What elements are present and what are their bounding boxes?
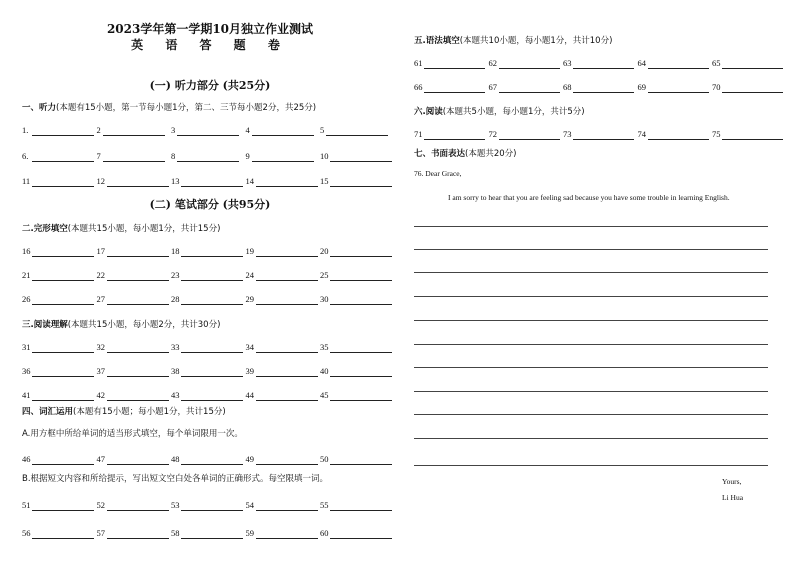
- answer-line: [330, 304, 392, 305]
- answer-blank[interactable]: [414, 57, 489, 69]
- question-number: 8: [171, 151, 176, 161]
- answer-line: [648, 92, 709, 93]
- answer-blank[interactable]: [489, 128, 564, 140]
- question-number: 3: [171, 125, 176, 135]
- answer-blank[interactable]: [97, 389, 172, 401]
- answer-blank[interactable]: [320, 365, 395, 377]
- answer-row: [22, 293, 395, 305]
- answer-line: [424, 139, 485, 140]
- answer-line: [103, 161, 165, 162]
- answer-blank[interactable]: [246, 527, 321, 539]
- writing-line[interactable]: [414, 226, 768, 227]
- answer-line: [107, 186, 169, 187]
- question-number: 67: [488, 82, 497, 92]
- answer-blank[interactable]: [320, 245, 395, 257]
- writing-line[interactable]: [414, 367, 768, 368]
- answer-line: [107, 256, 169, 257]
- answer-blank[interactable]: [171, 341, 246, 353]
- question-number: 70: [712, 82, 721, 92]
- answer-blank[interactable]: [320, 453, 395, 465]
- answer-line: [424, 92, 485, 93]
- answer-line: [181, 256, 243, 257]
- question-number: 65: [712, 58, 721, 68]
- answer-blank[interactable]: [22, 293, 97, 305]
- question-number: 15: [320, 176, 329, 186]
- reading2-heading: [414, 105, 585, 117]
- question-number: 73: [563, 129, 572, 139]
- answer-line: [181, 304, 243, 305]
- writing-line[interactable]: [414, 272, 768, 273]
- answer-line: [256, 464, 318, 465]
- answer-line: [177, 161, 239, 162]
- grammar-heading: [414, 34, 612, 46]
- answer-line: [499, 68, 560, 69]
- question-number: 2: [96, 125, 101, 135]
- answer-blank[interactable]: [97, 527, 172, 539]
- answer-line: [573, 68, 634, 69]
- answer-line: [177, 135, 239, 136]
- answer-line: [256, 400, 318, 401]
- question-number: 56: [22, 528, 31, 538]
- question-number: 39: [245, 366, 254, 376]
- question-number: 49: [245, 454, 254, 464]
- answer-blank[interactable]: [97, 175, 172, 187]
- answer-blank[interactable]: [712, 81, 787, 93]
- reading-heading: [22, 318, 220, 330]
- section-note: (本题共15小题，每小题1分，共计15分): [67, 224, 221, 234]
- answer-line: [32, 538, 94, 539]
- letter-closing: Yours,: [722, 477, 742, 486]
- answer-row: [414, 57, 787, 69]
- question-number: 74: [637, 129, 646, 139]
- question-number: 34: [245, 342, 254, 352]
- answer-line: [181, 352, 243, 353]
- question-number: 75: [712, 129, 721, 139]
- answer-line: [722, 68, 783, 69]
- question-number: 26: [22, 294, 31, 304]
- answer-blank[interactable]: [246, 175, 321, 187]
- answer-blank[interactable]: [320, 499, 395, 511]
- writing-line[interactable]: [414, 249, 768, 250]
- question-number: 19: [245, 246, 254, 256]
- question-number: 13: [171, 176, 180, 186]
- writing-line[interactable]: [414, 391, 768, 392]
- answer-blank[interactable]: [171, 499, 246, 511]
- answer-line: [330, 161, 392, 162]
- section-title: 七、书面表达: [414, 149, 466, 159]
- question-number: 57: [96, 528, 105, 538]
- answer-line: [181, 186, 243, 187]
- question-number: 10: [320, 151, 329, 161]
- writing-line[interactable]: [414, 414, 768, 415]
- question-number: 41: [22, 390, 31, 400]
- answer-blank[interactable]: [320, 389, 395, 401]
- exam-title: 2023学年第一学期10月独立作业测试: [106, 22, 314, 36]
- answer-line: [32, 376, 94, 377]
- question-number: 47: [96, 454, 105, 464]
- answer-row: [22, 341, 395, 353]
- answer-line: [32, 510, 94, 511]
- answer-line: [107, 352, 169, 353]
- answer-blank[interactable]: [171, 365, 246, 377]
- answer-blank[interactable]: [246, 389, 321, 401]
- answer-line: [499, 139, 560, 140]
- answer-blank[interactable]: [22, 124, 97, 136]
- writing-line[interactable]: [414, 320, 768, 321]
- question-number: 52: [96, 500, 105, 510]
- section-note: (本题共10小题，每小题1分，共计10分): [459, 36, 613, 46]
- answer-blank[interactable]: [712, 57, 787, 69]
- answer-blank[interactable]: [320, 269, 395, 281]
- question-number: 27: [96, 294, 105, 304]
- answer-blank[interactable]: [638, 81, 713, 93]
- answer-line: [330, 538, 392, 539]
- question-number: 24: [245, 270, 254, 280]
- answer-line: [330, 352, 392, 353]
- answer-line: [648, 68, 709, 69]
- question-number: 46: [22, 454, 31, 464]
- letter-greeting: 76. Dear Grace,: [414, 169, 462, 178]
- answer-blank[interactable]: [712, 128, 787, 140]
- answer-line: [256, 352, 318, 353]
- question-number: 62: [488, 58, 497, 68]
- answer-blank[interactable]: [97, 124, 172, 136]
- question-number: 31: [22, 342, 31, 352]
- question-number: 28: [171, 294, 180, 304]
- answer-row: [22, 389, 395, 401]
- answer-blank[interactable]: [22, 269, 97, 281]
- answer-blank[interactable]: [320, 124, 395, 136]
- answer-line: [181, 376, 243, 377]
- answer-line: [181, 538, 243, 539]
- answer-blank[interactable]: [97, 499, 172, 511]
- answer-line: [107, 400, 169, 401]
- answer-row: [22, 124, 395, 136]
- question-number: 42: [96, 390, 105, 400]
- answer-line: [330, 400, 392, 401]
- answer-line: [32, 256, 94, 257]
- question-number: 18: [171, 246, 180, 256]
- answer-line: [256, 376, 318, 377]
- answer-line: [256, 256, 318, 257]
- answer-line: [107, 464, 169, 465]
- answer-line: [330, 256, 392, 257]
- answer-line: [107, 538, 169, 539]
- answer-line: [181, 400, 243, 401]
- answer-blank[interactable]: [246, 365, 321, 377]
- answer-blank[interactable]: [171, 293, 246, 305]
- answer-line: [32, 135, 94, 136]
- section-note: (本题共20分): [465, 149, 517, 159]
- answer-line: [107, 304, 169, 305]
- question-number: 4: [245, 125, 250, 135]
- answer-blank[interactable]: [171, 124, 246, 136]
- question-number: 63: [563, 58, 572, 68]
- answer-blank[interactable]: [97, 341, 172, 353]
- answer-row: [22, 365, 395, 377]
- answer-blank[interactable]: [171, 389, 246, 401]
- question-number: 71: [414, 129, 423, 139]
- answer-blank[interactable]: [22, 365, 97, 377]
- question-number: 53: [171, 500, 180, 510]
- answer-line: [181, 510, 243, 511]
- answer-line: [330, 280, 392, 281]
- answer-line: [722, 139, 783, 140]
- answer-line: [330, 186, 392, 187]
- answer-row: [22, 175, 395, 187]
- cloze-heading: [22, 222, 220, 234]
- vocab-part-b: B.根据短文内容和所给提示，写出短文空白处各单词的正确形式。每空限填一词。: [22, 474, 329, 484]
- question-number: 16: [22, 246, 31, 256]
- vocab-part-a: A.用方框中所给单词的适当形式填空，每个单词限用一次。: [22, 429, 243, 439]
- answer-blank[interactable]: [638, 57, 713, 69]
- question-number: 20: [320, 246, 329, 256]
- answer-line: [32, 400, 94, 401]
- answer-line: [573, 139, 634, 140]
- answer-blank[interactable]: [563, 128, 638, 140]
- answer-blank[interactable]: [489, 57, 564, 69]
- answer-blank[interactable]: [246, 293, 321, 305]
- answer-line: [722, 92, 783, 93]
- answer-line: [424, 68, 485, 69]
- section-note: (本题有15小题，第一节每小题1分，第二、三节每小题2分，共25分): [56, 103, 317, 113]
- answer-row: [22, 150, 395, 162]
- answer-blank[interactable]: [320, 527, 395, 539]
- writing-line[interactable]: [414, 296, 768, 297]
- question-number: 21: [22, 270, 31, 280]
- answer-blank[interactable]: [22, 150, 97, 162]
- question-number: 69: [637, 82, 646, 92]
- question-number: 72: [488, 129, 497, 139]
- letter-first-line: I am sorry to hear that you are feeling sad because you have some trouble in learning English.: [448, 193, 730, 202]
- answer-line: [107, 280, 169, 281]
- answer-line: [32, 280, 94, 281]
- answer-blank[interactable]: [563, 57, 638, 69]
- question-number: 17: [96, 246, 105, 256]
- question-number: 29: [245, 294, 254, 304]
- answer-row: [22, 269, 395, 281]
- answer-blank[interactable]: [22, 341, 97, 353]
- answer-line: [103, 135, 165, 136]
- writing-heading: [414, 147, 516, 159]
- answer-line: [32, 161, 94, 162]
- answer-blank[interactable]: [97, 453, 172, 465]
- answer-blank[interactable]: [414, 81, 489, 93]
- answer-blank[interactable]: [171, 453, 246, 465]
- section-note: (本题共15小题，每小题2分，共计30分): [67, 320, 221, 330]
- question-number: 5: [320, 125, 325, 135]
- answer-line: [252, 161, 314, 162]
- question-number: 55: [320, 500, 329, 510]
- answer-blank[interactable]: [246, 245, 321, 257]
- answer-blank[interactable]: [320, 293, 395, 305]
- answer-blank[interactable]: [22, 499, 97, 511]
- section-title: 六.阅读: [414, 107, 443, 117]
- question-number: 12: [96, 176, 105, 186]
- answer-blank[interactable]: [22, 175, 97, 187]
- answer-line: [32, 352, 94, 353]
- answer-row: [22, 245, 395, 257]
- answer-line: [256, 538, 318, 539]
- section-title: 五.语法填空: [414, 36, 460, 46]
- question-number: 6.: [22, 151, 29, 161]
- question-number: 25: [320, 270, 329, 280]
- question-number: 1.: [22, 125, 29, 135]
- question-number: 44: [245, 390, 254, 400]
- question-number: 68: [563, 82, 572, 92]
- question-number: 22: [96, 270, 105, 280]
- answer-line: [107, 376, 169, 377]
- answer-line: [256, 304, 318, 305]
- answer-line: [330, 464, 392, 465]
- answer-blank[interactable]: [22, 453, 97, 465]
- answer-line: [499, 92, 560, 93]
- section-title: 四、词汇运用: [22, 407, 74, 417]
- answer-row: [22, 527, 395, 539]
- answer-line: [256, 280, 318, 281]
- exam-subtitle: 英 语 答 题 卷: [131, 38, 289, 52]
- answer-blank[interactable]: [246, 453, 321, 465]
- answer-line: [107, 510, 169, 511]
- question-number: 36: [22, 366, 31, 376]
- section-title: 一、听力: [22, 103, 57, 113]
- answer-line: [252, 135, 314, 136]
- question-number: 45: [320, 390, 329, 400]
- question-number: 35: [320, 342, 329, 352]
- section-note: (本题共5小题，每小题1分，共计5分): [442, 107, 585, 117]
- answer-blank[interactable]: [97, 365, 172, 377]
- answer-blank[interactable]: [563, 81, 638, 93]
- answer-blank[interactable]: [22, 527, 97, 539]
- answer-blank[interactable]: [171, 175, 246, 187]
- answer-line: [181, 280, 243, 281]
- answer-blank[interactable]: [97, 269, 172, 281]
- answer-blank[interactable]: [97, 293, 172, 305]
- question-number: 61: [414, 58, 423, 68]
- answer-blank[interactable]: [171, 527, 246, 539]
- answer-blank[interactable]: [246, 499, 321, 511]
- writing-line[interactable]: [414, 465, 768, 466]
- part-written-title: (二) 笔试部分 (共95分): [149, 198, 271, 211]
- answer-line: [573, 92, 634, 93]
- answer-blank[interactable]: [320, 341, 395, 353]
- answer-blank[interactable]: [246, 341, 321, 353]
- answer-blank[interactable]: [414, 128, 489, 140]
- question-number: 7: [96, 151, 101, 161]
- answer-line: [256, 186, 318, 187]
- question-number: 37: [96, 366, 105, 376]
- listening-heading: [22, 101, 316, 113]
- question-number: 66: [414, 82, 423, 92]
- question-number: 43: [171, 390, 180, 400]
- question-number: 23: [171, 270, 180, 280]
- question-number: 38: [171, 366, 180, 376]
- answer-line: [330, 510, 392, 511]
- answer-line: [256, 510, 318, 511]
- answer-row: [22, 453, 395, 465]
- answer-blank[interactable]: [246, 269, 321, 281]
- answer-row: [414, 128, 787, 140]
- answer-blank[interactable]: [489, 81, 564, 93]
- answer-blank[interactable]: [22, 389, 97, 401]
- answer-blank[interactable]: [246, 124, 321, 136]
- section-title: 二.完形填空: [22, 224, 68, 234]
- question-number: 33: [171, 342, 180, 352]
- answer-line: [32, 464, 94, 465]
- answer-blank[interactable]: [320, 175, 395, 187]
- vocab-heading: [22, 405, 226, 417]
- question-number: 51: [22, 500, 31, 510]
- question-number: 11: [22, 176, 31, 186]
- question-number: 40: [320, 366, 329, 376]
- answer-blank[interactable]: [638, 128, 713, 140]
- answer-blank[interactable]: [171, 269, 246, 281]
- question-number: 64: [637, 58, 646, 68]
- answer-blank[interactable]: [97, 245, 172, 257]
- question-number: 48: [171, 454, 180, 464]
- answer-line: [648, 139, 709, 140]
- question-number: 30: [320, 294, 329, 304]
- answer-line: [32, 304, 94, 305]
- answer-line: [32, 186, 94, 187]
- answer-line: [326, 135, 388, 136]
- answer-blank[interactable]: [246, 150, 321, 162]
- question-number: 58: [171, 528, 180, 538]
- answer-blank[interactable]: [320, 150, 395, 162]
- writing-line[interactable]: [414, 344, 768, 345]
- section-title: 三.阅读理解: [22, 320, 68, 330]
- answer-line: [330, 376, 392, 377]
- section-note: (本题有15小题；每小题1分，共计15分): [73, 407, 226, 417]
- letter-signature: Li Hua: [722, 493, 744, 502]
- question-number: 50: [320, 454, 329, 464]
- answer-blank[interactable]: [22, 245, 97, 257]
- question-number: 14: [245, 176, 254, 186]
- question-number: 32: [96, 342, 105, 352]
- question-number: 59: [245, 528, 254, 538]
- answer-blank[interactable]: [171, 150, 246, 162]
- part-listening-title: (一) 听力部分 (共25分): [149, 79, 271, 92]
- question-number: 54: [245, 500, 254, 510]
- answer-row: [22, 499, 395, 511]
- answer-blank[interactable]: [171, 245, 246, 257]
- writing-line[interactable]: [414, 438, 768, 439]
- answer-blank[interactable]: [97, 150, 172, 162]
- question-number: 9: [245, 151, 250, 161]
- answer-line: [181, 464, 243, 465]
- answer-row: [414, 81, 787, 93]
- question-number: 60: [320, 528, 329, 538]
